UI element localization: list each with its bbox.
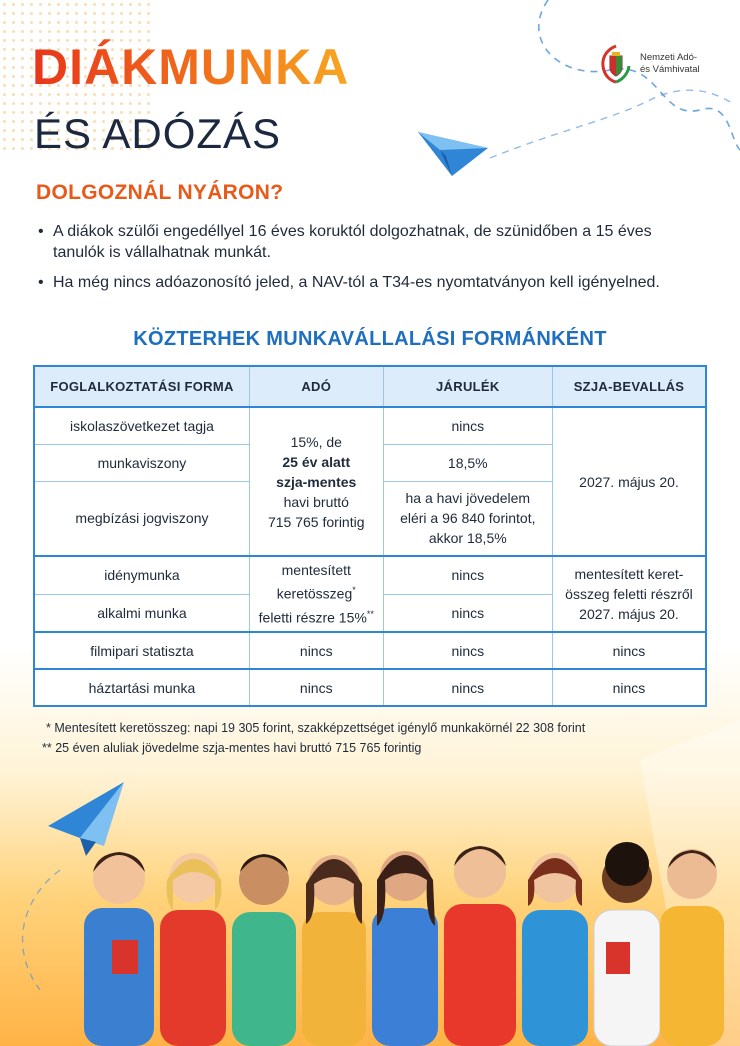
cell-jarulek: 18,5% bbox=[383, 444, 552, 481]
cell-ado-group: 15%, de 25 év alatt szja-mentes havi bruttó 715 765 forintig bbox=[249, 407, 383, 556]
page-title: DIÁKMUNKA bbox=[32, 39, 350, 95]
cell-forma: filmipari statiszta bbox=[34, 632, 249, 669]
cell-jarulek: nincs bbox=[383, 669, 552, 706]
cell-forma: munkaviszony bbox=[34, 444, 249, 481]
cell-szja-group: 2027. május 20. bbox=[552, 407, 706, 556]
cell-ado-group: mentesített keretösszeg* feletti részre 15%** bbox=[249, 556, 383, 632]
bullet-item: • A diákok szülői engedéllyel 16 éves koruktól dolgozhatnak, de szünidőben a 15 éves tanulók is vállalhatnak munkát. bbox=[38, 221, 688, 263]
header-jarulek: JÁRULÉK bbox=[383, 366, 552, 407]
nav-crest-icon bbox=[598, 44, 634, 84]
student-figure bbox=[660, 849, 724, 1046]
cell-szja: nincs bbox=[552, 632, 706, 669]
cell-jarulek: nincs bbox=[383, 594, 552, 632]
student-figure bbox=[232, 854, 296, 1046]
cell-jarulek: ha a havi jövedelem eléri a 96 840 forintot, akkor 18,5% bbox=[383, 481, 552, 556]
table-row bbox=[34, 556, 706, 594]
students-illustration bbox=[0, 820, 740, 1046]
header-ado: ADÓ bbox=[249, 366, 383, 407]
cell-szja: nincs bbox=[552, 669, 706, 706]
page-subtitle: ÉS ADÓZÁS bbox=[34, 110, 282, 157]
table-title: KÖZTERHEK MUNKAVÁLLALÁSI FORMÁNKÉNT bbox=[133, 328, 607, 350]
student-figure bbox=[444, 846, 516, 1046]
student-figure bbox=[522, 853, 588, 1046]
tax-table bbox=[33, 365, 707, 707]
intro-bullet-list bbox=[38, 221, 688, 302]
student-figure bbox=[594, 842, 660, 1046]
cell-forma: háztartási munka bbox=[34, 669, 249, 706]
cell-jarulek: nincs bbox=[383, 632, 552, 669]
student-figure bbox=[302, 855, 366, 1046]
cell-forma: alkalmi munka bbox=[34, 594, 249, 632]
cell-jarulek: nincs bbox=[383, 556, 552, 594]
cell-forma: iskolaszövetkezet tagja bbox=[34, 407, 249, 444]
header-szja: SZJA-BEVALLÁS bbox=[552, 366, 706, 407]
student-figure bbox=[372, 851, 438, 1046]
table-row bbox=[34, 632, 706, 669]
cell-forma: megbízási jogviszony bbox=[34, 481, 249, 556]
nav-logo bbox=[598, 44, 700, 84]
cell-forma: idénymunka bbox=[34, 556, 249, 594]
logo-text-line2: és Vámhivatal bbox=[640, 64, 700, 75]
table-row bbox=[34, 669, 706, 706]
table-row bbox=[34, 407, 706, 444]
cell-szja-group: mentesített keret- összeg feletti részről 2027. május 20. bbox=[552, 556, 706, 632]
student-figure bbox=[84, 852, 154, 1046]
section-heading: DOLGOZNÁL NYÁRON? bbox=[36, 181, 284, 204]
cell-ado: nincs bbox=[249, 669, 383, 706]
header-forma: FOGLALKOZTATÁSI FORMA bbox=[34, 366, 249, 407]
footnote-2: ** 25 éven aluliak jövedelme szja-mentes havi bruttó 715 765 forintig bbox=[42, 741, 422, 755]
paper-plane-icon bbox=[418, 132, 488, 176]
cell-jarulek: nincs bbox=[383, 407, 552, 444]
student-figure bbox=[160, 853, 226, 1046]
cell-ado: nincs bbox=[249, 632, 383, 669]
table-header-row bbox=[34, 366, 706, 407]
footnote-1: * Mentesített keretösszeg: napi 19 305 forint, szakképzettséget igénylő munkakörnél 22 308 forint bbox=[46, 721, 586, 735]
bullet-item: • Ha még nincs adóazonosító jeled, a NAV-tól a T34-es nyomtatványon kell igényelned. bbox=[38, 272, 688, 293]
logo-text-line1: Nemzeti Adó- bbox=[640, 52, 698, 63]
